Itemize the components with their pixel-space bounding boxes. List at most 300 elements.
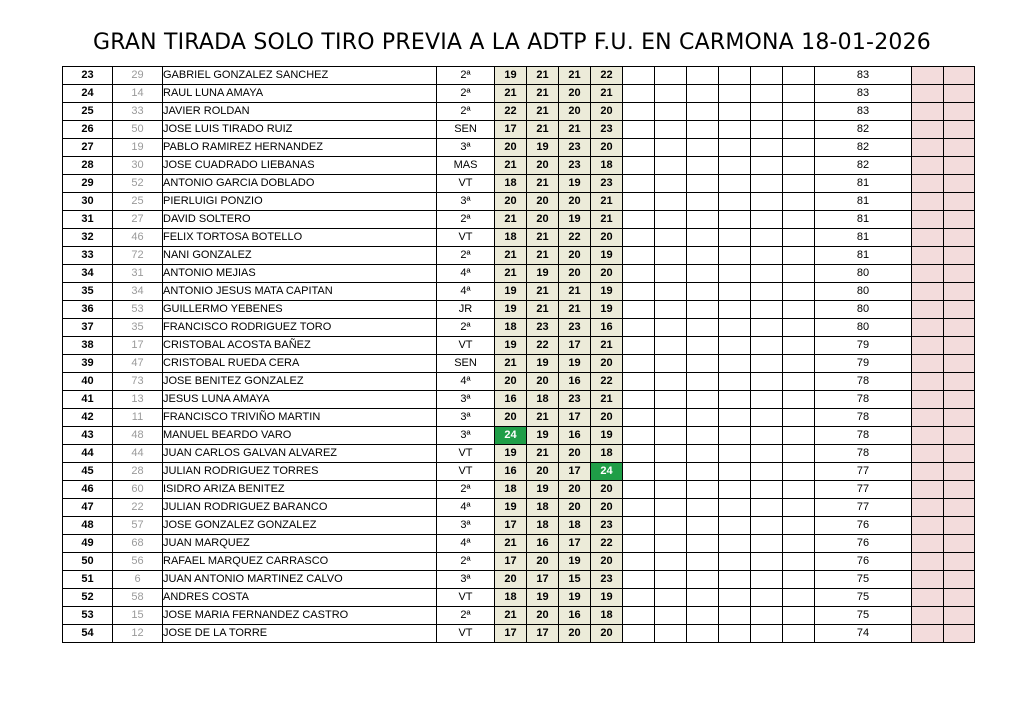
- position-cell: 52: [63, 589, 113, 607]
- dorsal-cell: 50: [113, 121, 163, 139]
- round-score-cell: 19: [495, 445, 527, 463]
- total-score-cell: 78: [815, 427, 912, 445]
- dorsal-cell: 22: [113, 499, 163, 517]
- dorsal-cell: 73: [113, 373, 163, 391]
- round-score-cell: 20: [591, 139, 623, 157]
- table-row: [63, 409, 975, 427]
- shoot-off-cell: [944, 139, 975, 157]
- empty-round-cell: [751, 265, 783, 283]
- shooter-name-cell: MANUEL BEARDO VARO: [163, 427, 437, 445]
- position-cell: 25: [63, 103, 113, 121]
- shooter-name-cell: JESUS LUNA AMAYA: [163, 391, 437, 409]
- round-score-cell: 20: [527, 211, 559, 229]
- round-score-cell: 20: [591, 553, 623, 571]
- empty-round-cell: [783, 535, 815, 553]
- round-score-cell: 20: [527, 193, 559, 211]
- round-score-cell: 23: [591, 517, 623, 535]
- empty-round-cell: [655, 157, 687, 175]
- table-row: [63, 301, 975, 319]
- shoot-off-cell: [912, 553, 944, 571]
- category-cell: 2ª: [437, 319, 495, 337]
- table-row: [63, 85, 975, 103]
- empty-round-cell: [783, 265, 815, 283]
- total-score-cell: 81: [815, 193, 912, 211]
- round-score-cell: 17: [527, 571, 559, 589]
- empty-round-cell: [655, 517, 687, 535]
- category-cell: VT: [437, 337, 495, 355]
- total-score-cell: 75: [815, 571, 912, 589]
- position-cell: 51: [63, 571, 113, 589]
- empty-round-cell: [783, 283, 815, 301]
- table-row: [63, 193, 975, 211]
- position-cell: 50: [63, 553, 113, 571]
- table-row: [63, 391, 975, 409]
- category-cell: 3ª: [437, 409, 495, 427]
- dorsal-cell: 12: [113, 625, 163, 643]
- table-row: [63, 337, 975, 355]
- position-cell: 45: [63, 463, 113, 481]
- empty-round-cell: [655, 301, 687, 319]
- empty-round-cell: [687, 409, 719, 427]
- empty-round-cell: [655, 481, 687, 499]
- empty-round-cell: [719, 589, 751, 607]
- empty-round-cell: [719, 571, 751, 589]
- round-score-cell: 21: [591, 391, 623, 409]
- category-cell: 3ª: [437, 391, 495, 409]
- dorsal-cell: 53: [113, 301, 163, 319]
- shooter-name-cell: ANTONIO MEJIAS: [163, 265, 437, 283]
- round-score-cell: 22: [495, 103, 527, 121]
- table-row: [63, 211, 975, 229]
- round-score-cell: 21: [495, 607, 527, 625]
- position-cell: 41: [63, 391, 113, 409]
- empty-round-cell: [623, 103, 655, 121]
- round-score-cell: 21: [495, 265, 527, 283]
- empty-round-cell: [655, 427, 687, 445]
- round-score-cell: 19: [527, 589, 559, 607]
- shoot-off-cell: [944, 319, 975, 337]
- empty-round-cell: [751, 229, 783, 247]
- empty-round-cell: [783, 571, 815, 589]
- round-score-cell: 21: [495, 355, 527, 373]
- empty-round-cell: [655, 193, 687, 211]
- empty-round-cell: [687, 319, 719, 337]
- empty-round-cell: [655, 337, 687, 355]
- dorsal-cell: 48: [113, 427, 163, 445]
- table-row: [63, 517, 975, 535]
- empty-round-cell: [687, 247, 719, 265]
- shooter-name-cell: RAUL LUNA AMAYA: [163, 85, 437, 103]
- shooter-name-cell: JOSE LUIS TIRADO RUIZ: [163, 121, 437, 139]
- round-score-cell: 23: [559, 319, 591, 337]
- empty-round-cell: [719, 517, 751, 535]
- empty-round-cell: [719, 247, 751, 265]
- shoot-off-cell: [912, 409, 944, 427]
- total-score-cell: 81: [815, 229, 912, 247]
- round-score-cell: 19: [591, 283, 623, 301]
- empty-round-cell: [687, 211, 719, 229]
- empty-round-cell: [623, 229, 655, 247]
- round-score-cell: 17: [559, 337, 591, 355]
- empty-round-cell: [751, 517, 783, 535]
- position-cell: 53: [63, 607, 113, 625]
- dorsal-cell: 29: [113, 67, 163, 85]
- total-score-cell: 79: [815, 337, 912, 355]
- empty-round-cell: [719, 499, 751, 517]
- round-score-cell: 20: [559, 103, 591, 121]
- round-score-cell: 21: [495, 211, 527, 229]
- shoot-off-cell: [912, 139, 944, 157]
- category-cell: VT: [437, 589, 495, 607]
- shooter-name-cell: FELIX TORTOSA BOTELLO: [163, 229, 437, 247]
- round-score-cell: 15: [559, 571, 591, 589]
- empty-round-cell: [623, 319, 655, 337]
- table-row: [63, 373, 975, 391]
- round-score-cell: 20: [559, 193, 591, 211]
- category-cell: 4ª: [437, 535, 495, 553]
- round-score-cell: 19: [495, 499, 527, 517]
- shoot-off-cell: [912, 535, 944, 553]
- round-score-cell: 21: [527, 283, 559, 301]
- table-row: [63, 625, 975, 643]
- category-cell: 4ª: [437, 283, 495, 301]
- round-score-cell: 20: [591, 229, 623, 247]
- empty-round-cell: [623, 85, 655, 103]
- results-table: [62, 66, 975, 643]
- empty-round-cell: [687, 139, 719, 157]
- category-cell: 3ª: [437, 571, 495, 589]
- empty-round-cell: [623, 121, 655, 139]
- shooter-name-cell: JAVIER ROLDAN: [163, 103, 437, 121]
- empty-round-cell: [783, 589, 815, 607]
- empty-round-cell: [655, 85, 687, 103]
- shoot-off-cell: [944, 607, 975, 625]
- empty-round-cell: [623, 463, 655, 481]
- empty-round-cell: [623, 607, 655, 625]
- round-score-cell: 18: [559, 517, 591, 535]
- shooter-name-cell: PIERLUIGI PONZIO: [163, 193, 437, 211]
- shooter-name-cell: JUAN ANTONIO MARTINEZ CALVO: [163, 571, 437, 589]
- empty-round-cell: [655, 445, 687, 463]
- round-score-cell: 17: [495, 553, 527, 571]
- total-score-cell: 77: [815, 481, 912, 499]
- total-score-cell: 82: [815, 157, 912, 175]
- total-score-cell: 78: [815, 391, 912, 409]
- round-score-cell: 20: [591, 355, 623, 373]
- round-score-cell: 19: [559, 211, 591, 229]
- dorsal-cell: 34: [113, 283, 163, 301]
- round-score-cell: 22: [591, 67, 623, 85]
- shooter-name-cell: JULIAN RODRIGUEZ TORRES: [163, 463, 437, 481]
- round-score-cell: 20: [591, 103, 623, 121]
- empty-round-cell: [783, 607, 815, 625]
- round-score-cell: 20: [527, 157, 559, 175]
- position-cell: 42: [63, 409, 113, 427]
- round-score-cell: 19: [559, 355, 591, 373]
- category-cell: 4ª: [437, 265, 495, 283]
- round-score-cell: 19: [527, 355, 559, 373]
- empty-round-cell: [623, 391, 655, 409]
- round-score-cell: 20: [495, 373, 527, 391]
- shoot-off-cell: [912, 481, 944, 499]
- table-row: [63, 67, 975, 85]
- empty-round-cell: [687, 625, 719, 643]
- empty-round-cell: [751, 193, 783, 211]
- empty-round-cell: [687, 229, 719, 247]
- category-cell: SEN: [437, 355, 495, 373]
- empty-round-cell: [751, 499, 783, 517]
- round-score-cell: 21: [527, 121, 559, 139]
- round-score-cell: 16: [495, 463, 527, 481]
- shooter-name-cell: CRISTOBAL ACOSTA BAÑEZ: [163, 337, 437, 355]
- empty-round-cell: [751, 103, 783, 121]
- empty-round-cell: [655, 391, 687, 409]
- empty-round-cell: [623, 625, 655, 643]
- empty-round-cell: [719, 85, 751, 103]
- category-cell: 2ª: [437, 553, 495, 571]
- shoot-off-cell: [912, 337, 944, 355]
- round-score-cell: 20: [559, 445, 591, 463]
- shoot-off-cell: [944, 625, 975, 643]
- shoot-off-cell: [912, 589, 944, 607]
- shooter-name-cell: RAFAEL MARQUEZ CARRASCO: [163, 553, 437, 571]
- empty-round-cell: [751, 589, 783, 607]
- shoot-off-cell: [944, 265, 975, 283]
- empty-round-cell: [783, 445, 815, 463]
- position-cell: 48: [63, 517, 113, 535]
- round-score-cell: 19: [591, 427, 623, 445]
- empty-round-cell: [783, 193, 815, 211]
- empty-round-cell: [719, 229, 751, 247]
- dorsal-cell: 46: [113, 229, 163, 247]
- empty-round-cell: [687, 589, 719, 607]
- shoot-off-cell: [944, 409, 975, 427]
- empty-round-cell: [687, 571, 719, 589]
- shoot-off-cell: [944, 193, 975, 211]
- empty-round-cell: [655, 283, 687, 301]
- empty-round-cell: [751, 607, 783, 625]
- dorsal-cell: 68: [113, 535, 163, 553]
- dorsal-cell: 25: [113, 193, 163, 211]
- shooter-name-cell: ANTONIO GARCIA DOBLADO: [163, 175, 437, 193]
- category-cell: JR: [437, 301, 495, 319]
- shooter-name-cell: JULIAN RODRIGUEZ BARANCO: [163, 499, 437, 517]
- shoot-off-cell: [944, 85, 975, 103]
- empty-round-cell: [783, 301, 815, 319]
- shoot-off-cell: [944, 445, 975, 463]
- table-row: [63, 499, 975, 517]
- round-score-cell: 19: [527, 481, 559, 499]
- empty-round-cell: [687, 337, 719, 355]
- round-score-cell: 23: [559, 157, 591, 175]
- empty-round-cell: [623, 571, 655, 589]
- empty-round-cell: [719, 265, 751, 283]
- empty-round-cell: [623, 265, 655, 283]
- round-score-cell: 16: [559, 373, 591, 391]
- shoot-off-cell: [944, 157, 975, 175]
- total-score-cell: 80: [815, 265, 912, 283]
- category-cell: 2ª: [437, 247, 495, 265]
- empty-round-cell: [719, 211, 751, 229]
- empty-round-cell: [623, 301, 655, 319]
- empty-round-cell: [751, 391, 783, 409]
- category-cell: 3ª: [437, 193, 495, 211]
- shoot-off-cell: [944, 481, 975, 499]
- empty-round-cell: [751, 175, 783, 193]
- round-score-cell: 20: [527, 553, 559, 571]
- table-row: [63, 427, 975, 445]
- shoot-off-cell: [944, 553, 975, 571]
- table-row: [63, 157, 975, 175]
- empty-round-cell: [751, 319, 783, 337]
- empty-round-cell: [687, 67, 719, 85]
- shoot-off-cell: [912, 625, 944, 643]
- shoot-off-cell: [944, 427, 975, 445]
- empty-round-cell: [719, 355, 751, 373]
- shoot-off-cell: [944, 175, 975, 193]
- empty-round-cell: [687, 535, 719, 553]
- dorsal-cell: 47: [113, 355, 163, 373]
- dorsal-cell: 14: [113, 85, 163, 103]
- table-row: [63, 139, 975, 157]
- dorsal-cell: 60: [113, 481, 163, 499]
- empty-round-cell: [623, 175, 655, 193]
- position-cell: 44: [63, 445, 113, 463]
- empty-round-cell: [623, 337, 655, 355]
- empty-round-cell: [623, 193, 655, 211]
- empty-round-cell: [655, 247, 687, 265]
- table-row: [63, 589, 975, 607]
- empty-round-cell: [783, 373, 815, 391]
- position-cell: 54: [63, 625, 113, 643]
- empty-round-cell: [687, 193, 719, 211]
- empty-round-cell: [655, 67, 687, 85]
- round-score-cell: 21: [495, 535, 527, 553]
- round-score-cell: 19: [495, 283, 527, 301]
- dorsal-cell: 19: [113, 139, 163, 157]
- round-score-cell: 20: [527, 463, 559, 481]
- category-cell: MAS: [437, 157, 495, 175]
- total-score-cell: 78: [815, 445, 912, 463]
- round-score-cell: 18: [495, 175, 527, 193]
- empty-round-cell: [687, 445, 719, 463]
- round-score-cell: 21: [559, 67, 591, 85]
- shoot-off-cell: [944, 301, 975, 319]
- round-score-cell: 19: [527, 427, 559, 445]
- shoot-off-cell: [912, 373, 944, 391]
- shoot-off-cell: [944, 571, 975, 589]
- round-score-cell: 20: [591, 409, 623, 427]
- empty-round-cell: [751, 355, 783, 373]
- shoot-off-cell: [912, 265, 944, 283]
- shooter-name-cell: JOSE BENITEZ GONZALEZ: [163, 373, 437, 391]
- total-score-cell: 81: [815, 211, 912, 229]
- empty-round-cell: [623, 283, 655, 301]
- empty-round-cell: [655, 589, 687, 607]
- empty-round-cell: [751, 553, 783, 571]
- empty-round-cell: [687, 481, 719, 499]
- round-score-cell: 16: [591, 319, 623, 337]
- empty-round-cell: [719, 121, 751, 139]
- round-score-cell: 18: [591, 445, 623, 463]
- position-cell: 32: [63, 229, 113, 247]
- shoot-off-cell: [912, 517, 944, 535]
- empty-round-cell: [751, 85, 783, 103]
- round-score-cell: 20: [591, 265, 623, 283]
- round-score-cell: 18: [591, 607, 623, 625]
- table-row: [63, 121, 975, 139]
- round-score-cell: 17: [495, 625, 527, 643]
- category-cell: 2ª: [437, 85, 495, 103]
- round-score-cell: 17: [559, 535, 591, 553]
- round-score-cell: 20: [559, 481, 591, 499]
- position-cell: 49: [63, 535, 113, 553]
- shoot-off-cell: [944, 337, 975, 355]
- round-score-cell: 20: [527, 373, 559, 391]
- empty-round-cell: [719, 337, 751, 355]
- empty-round-cell: [783, 409, 815, 427]
- round-score-cell: 18: [527, 391, 559, 409]
- empty-round-cell: [623, 589, 655, 607]
- round-score-cell: 19: [591, 589, 623, 607]
- empty-round-cell: [751, 283, 783, 301]
- position-cell: 47: [63, 499, 113, 517]
- shooter-name-cell: JUAN CARLOS GALVAN ALVAREZ: [163, 445, 437, 463]
- empty-round-cell: [751, 211, 783, 229]
- shoot-off-cell: [944, 373, 975, 391]
- table-row: [63, 463, 975, 481]
- shoot-off-cell: [912, 391, 944, 409]
- empty-round-cell: [623, 535, 655, 553]
- position-cell: 35: [63, 283, 113, 301]
- round-score-cell: 20: [559, 625, 591, 643]
- shoot-off-cell: [912, 157, 944, 175]
- round-score-cell: 21: [527, 247, 559, 265]
- position-cell: 46: [63, 481, 113, 499]
- total-score-cell: 80: [815, 319, 912, 337]
- empty-round-cell: [719, 427, 751, 445]
- empty-round-cell: [719, 301, 751, 319]
- round-score-cell: 21: [495, 85, 527, 103]
- empty-round-cell: [655, 571, 687, 589]
- shoot-off-cell: [912, 121, 944, 139]
- empty-round-cell: [655, 553, 687, 571]
- empty-round-cell: [783, 337, 815, 355]
- empty-round-cell: [655, 265, 687, 283]
- total-score-cell: 76: [815, 535, 912, 553]
- category-cell: VT: [437, 175, 495, 193]
- round-score-cell: 19: [527, 139, 559, 157]
- round-score-cell: 20: [495, 193, 527, 211]
- empty-round-cell: [719, 103, 751, 121]
- shoot-off-cell: [912, 85, 944, 103]
- round-score-cell: 21: [527, 301, 559, 319]
- position-cell: 31: [63, 211, 113, 229]
- empty-round-cell: [687, 517, 719, 535]
- round-score-cell: 20: [559, 85, 591, 103]
- round-score-cell: 22: [591, 373, 623, 391]
- shooter-name-cell: DAVID SOLTERO: [163, 211, 437, 229]
- empty-round-cell: [751, 463, 783, 481]
- round-score-cell: 16: [495, 391, 527, 409]
- empty-round-cell: [719, 463, 751, 481]
- empty-round-cell: [719, 175, 751, 193]
- round-score-cell: 21: [591, 337, 623, 355]
- empty-round-cell: [751, 67, 783, 85]
- empty-round-cell: [719, 373, 751, 391]
- empty-round-cell: [751, 373, 783, 391]
- empty-round-cell: [687, 355, 719, 373]
